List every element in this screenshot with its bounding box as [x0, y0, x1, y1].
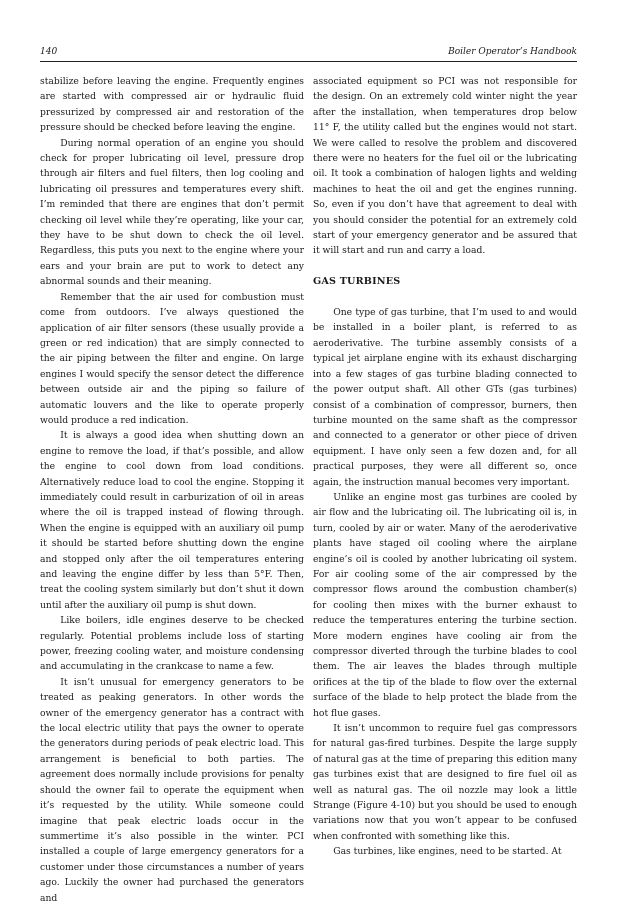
paragraph: It isn’t unusual for emergency generators to be treated as peaking generators. In other words the owner of the emergency generator has a contract with the local electric utility that pays the owner to operate the generators during periods of peak electric load. This arrangement is beneficial to both parties. The agreement does normally include provisions for penalty should the owner fail to operate the equipment when it’s requested by the utility. While someone could imagine that peak electric loads occur in the summertime it’s also possible in the winter. PCI installed a couple of large emergency generators for a customer under those circumstances a number of years ago. Luckily the owner had purchased the generators and: [40, 676, 304, 904]
paragraph: Like boilers, idle engines deserve to be checked regularly. Potential problems include loss of starting power, freezing cooling water, and moisture condensing and accumulating in the crankcase to name a few.: [40, 615, 304, 673]
paragraph: stabilize before leaving the engine. Frequently engines are started with compressed air or hydraulic fluid pressurized by compressed air and restoration of the pressure should be checked before leaving the engine.: [40, 76, 304, 134]
right-column: [313, 74, 577, 860]
page-number: 140: [40, 47, 58, 57]
paragraph: During normal operation of an engine you should check for proper lubricating oil level, pressure drop through air filters and fuel filters, then log cooling and lubricating oil pressures and temperatures every shift. I’m reminded that there are engines that don’t permit checking oil level while they’re operating, like your car, they have to be shut down to check the oil level. Regardless, this puts you next to the engine where your ears and your brain are put to work to detect any abnormal sounds and their meaning.: [40, 137, 304, 288]
book-title: Boiler Operator’s Handbook: [448, 47, 577, 57]
left-column: [40, 74, 304, 906]
paragraph: Remember that the air used for combustion must come from outdoors. I’ve always questioned the application of air filter sensors (these usually provide a green or red indication) that are simply connected to the air piping between the filter and engine. On large engines I would specify the sensor detect the difference between outside air and the piping so failure of automatic louvers and the like to operate properly would produce a red indication.: [40, 291, 304, 426]
paragraph: associated equipment so PCI was not responsible for the design. On an extremely cold winter night the year after the installation, when temperatures drop below 11° F, the utility called but the engines would not start. We were called to resolve the problem and discovered there were no heaters for the fuel oil or the lubricating oil. It took a combination of halogen lights and welding machines to heat the oil and get the engines running. So, even if you don’t have that agreement to deal with you should consider the potential for an extremely cold start of your emergency generator and be assured that it will start and run and carry a load.: [313, 76, 577, 257]
paragraph: One type of gas turbine, that I’m used to and would be installed in a boiler plant, is referred to as aeroderivative. The turbine assembly consists of a typical jet airplane engine with its exhaust discharging into a few stages of gas turbine blading connected to the power output shaft. All other GTs (gas turbines) consist of a combination of compressor, burners, then turbine mounted on the same shaft as the compressor and connected to a generator or other piece of driven equipment. I have only seen a few dozen and, for all practical purposes, they were all different so, once again, the instruction manual becomes very important.: [313, 307, 577, 488]
paragraph: Unlike an engine most gas turbines are cooled by air flow and the lubricating oil. The lubricating oil is, in turn, cooled by air or water. Many of the aeroderivative plants have staged oil cooling where the airplane engine’s oil is cooled by another lubricating oil system. For air cooling some of the air compressed by the compressor flows around the combustion chamber(s) for cooling then mixes with the burner exhaust to reduce the temperatures entering the turbine section. More modern engines have cooling air from the compressor diverted through the turbine blades to cool them. The air leaves the blades through multiple orifices at the tip of the blade to flow over the external surface of the blade to help protect the blade from the hot flue gases.: [313, 491, 577, 719]
paragraph: It isn’t uncommon to require fuel gas compressors for natural gas-fired turbines. Despite the large supply of natural gas at the time of preparing this edition many gas turbines exist that are designed to fire fuel oil as well as natural gas. The oil nozzle may look a little Strange (Figure 4-10) but you should be used to enough variations now that you won’t appear to be confused when confronted with something like this.: [313, 723, 577, 842]
paragraph: Gas turbines, like engines, need to be started. At: [333, 846, 562, 858]
section-heading: GAS TURBINES: [313, 276, 401, 288]
paragraph: It is always a good idea when shutting down an engine to remove the load, if that’s possible, and allow the engine to cool down from load conditions. Alternatively reduce load to cool the engine. Stopping it immediately could result in carburization of oil in areas where the oil is trapped instead of flowing through. When the engine is equipped with an auxiliary oil pump it should be started before shutting down the engine and stopped only after the oil temperatures entering and leaving the engine differ by less than 5°F. Then, treat the cooling system similarly but don’t shut it down until after the auxiliary oil pump is shut down.: [40, 430, 304, 611]
running-header: [40, 45, 577, 62]
